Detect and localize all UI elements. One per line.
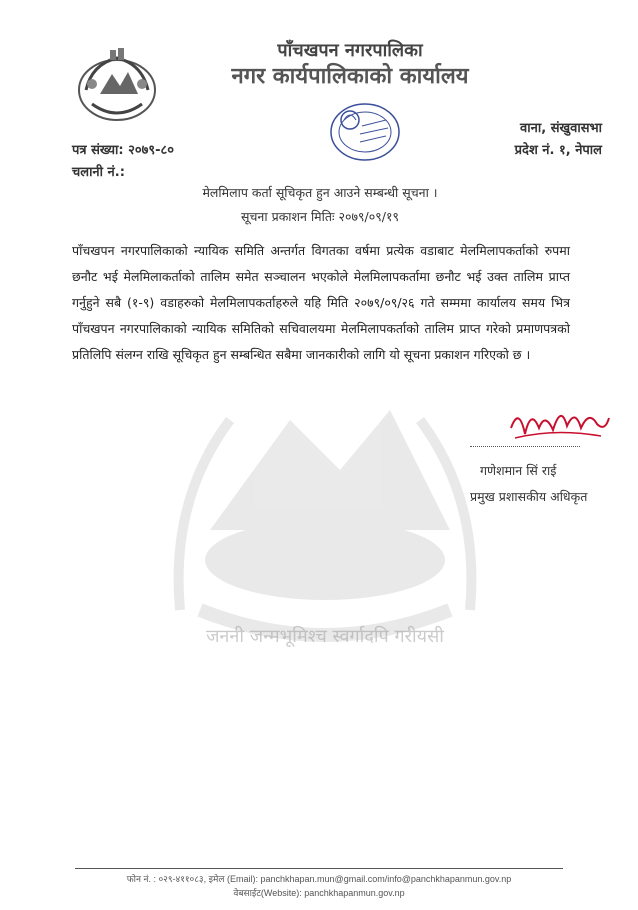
municipality-name: पाँचखपन नगरपालिका bbox=[277, 40, 423, 61]
signature-icon bbox=[505, 398, 615, 448]
signature-line bbox=[470, 446, 580, 447]
letter-number: पत्र संख्या: २०७९-८० bbox=[72, 143, 175, 158]
notice-date: सूचना प्रकाशन मितिः २०७९/०९/१९ bbox=[241, 209, 399, 224]
footer-contact: फोन नं. : ०२९-४११०८३, इमेल (Email): panchkhapan.mun@gmail.com/info@panchkhapanmun.gov.np bbox=[126, 874, 512, 884]
signatory-title: प्रमुख प्रशासकीय अधिकृत bbox=[470, 489, 588, 504]
address-line-2: प्रदेश नं. १, नेपाल bbox=[514, 143, 602, 158]
footer-website: वेबसाईट(Website): panchkhapanmun.gov.np bbox=[233, 888, 405, 898]
signatory-name: गणेशमान सिं राई bbox=[480, 463, 557, 478]
office-stamp-icon bbox=[320, 96, 410, 168]
notice-subject: मेलमिलाप कर्ता सूचिकृत हुन आउने सम्बन्धी सूचना । bbox=[202, 185, 438, 200]
footer-divider bbox=[75, 868, 563, 869]
address-line-1: वाना, संखुवासभा bbox=[520, 121, 602, 136]
watermark-motto: जननी जन्मभूमिश्च स्वर्गादपि गरीयसी bbox=[206, 626, 444, 647]
dispatch-number: चलानी नं.: bbox=[72, 165, 125, 180]
nepal-emblem-icon bbox=[72, 44, 162, 126]
office-name: नगर कार्यपालिकाको कार्यालय bbox=[231, 64, 469, 89]
watermark-emblem-icon bbox=[140, 360, 510, 660]
notice-body: पाँचखपन नगरपालिकाको न्यायिक समिति अन्तर्गत विगतका वर्षमा प्रत्येक वडाबाट मेलमिलापकर्ताको रुपमा छनौट भई मेलमिलाकर्ताको तालिम समेत सञ्चालन भएकोले मेलमिलापकर्तामा छनौट भई उक्त तालिम प्राप्त गर्नुहुने सबै (१-९) वडाहरुको मेलमिलापकर्ताहरुले यहि मिति २०७९/०९/२६ गते सम्ममा कार्यालय समय भित्र पाँचखपन नगरपालिकाको न्यायिक समितिको सचिवालयमा मेलमिलापकर्ताको तालिम प्राप्त गरेको प्रमाणपत्रको प्रतिलिपि संलग्न राखि सूचिकृत हुन सम्बन्धित सबैमा जानकारीको लागि यो सूचना प्रकाशन गरिएको छ । bbox=[72, 243, 570, 362]
